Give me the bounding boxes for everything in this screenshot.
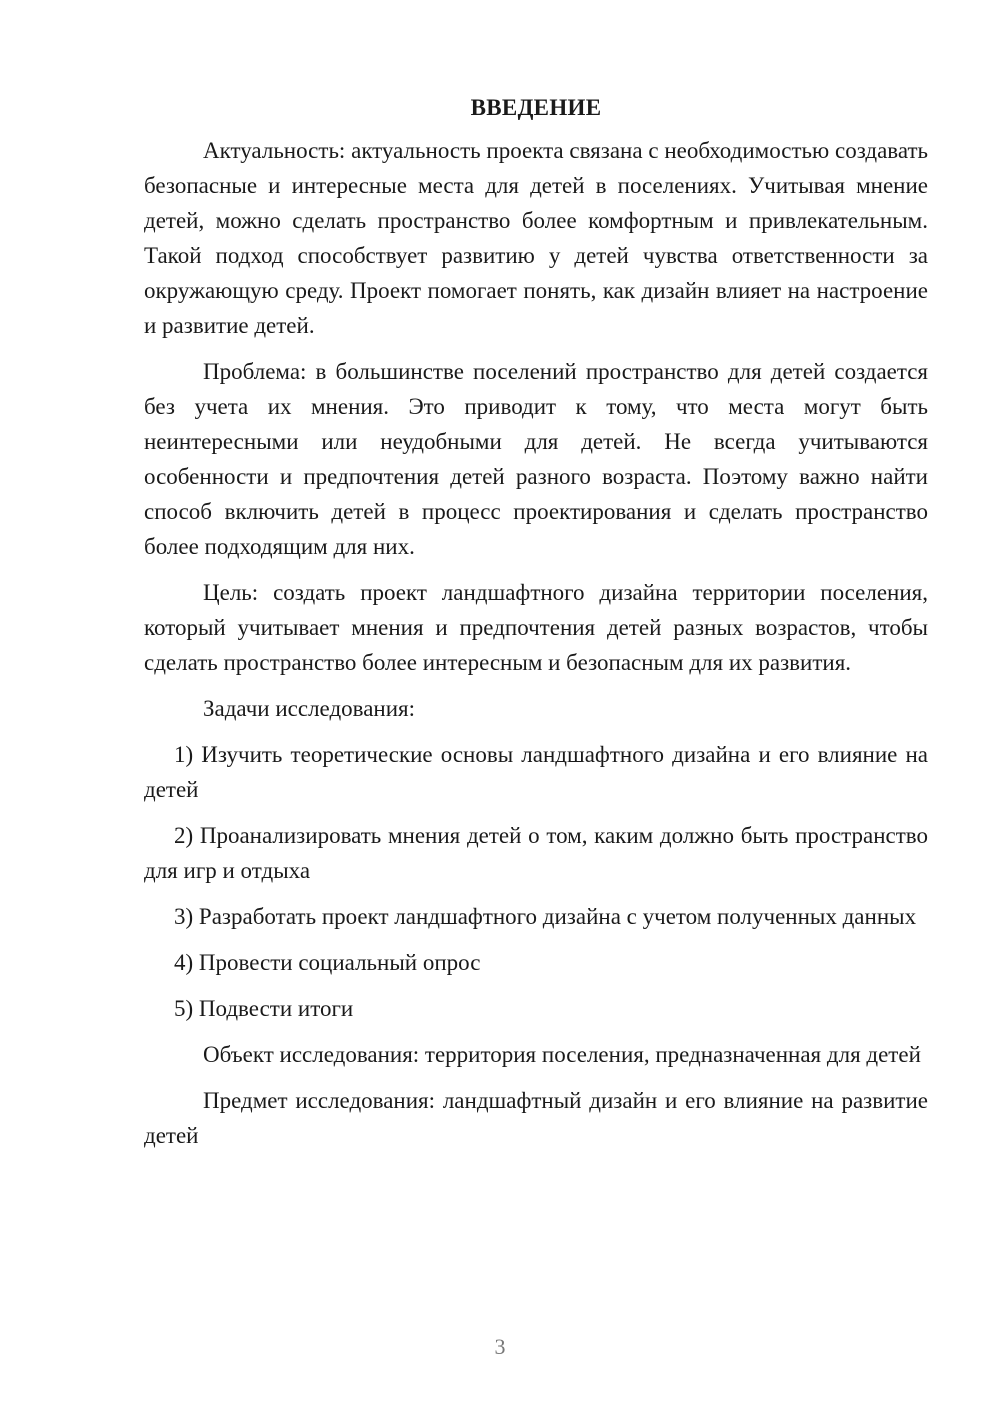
task-item-1: 1) Изучить теоретические основы ландшафтного дизайна и его влияние на детей <box>144 742 928 802</box>
tasks-heading: Задачи исследования: <box>203 696 416 721</box>
page-content <box>144 90 928 1164</box>
problem-paragraph: Проблема: в большинстве поселений пространство для детей создается без учета их мнения. Это приводит к тому, что места могут быть неинтересными или неудобными для детей. Не всегда учитываются особенности и предпочтения детей разного возраста. Поэтому важно найти способ включить детей в процесс проектирования и сделать пространство более подходящим для них. <box>144 359 928 559</box>
task-item-5: 5) Подвести итоги <box>174 996 354 1021</box>
page-number: 3 <box>494 1334 506 1359</box>
goal-paragraph: Цель: создать проект ландшафтного дизайна территории поселения, который учитывает мнения и предпочтения детей разных возрастов, чтобы сделать пространство более интересным и безопасным для их развития. <box>144 580 928 675</box>
section-title: ВВЕДЕНИЕ <box>470 95 602 120</box>
relevance-paragraph: Актуальность: актуальность проекта связана с необходимостью создавать безопасные и интересные места для детей в поселениях. Учитывая мнение детей, можно сделать пространство более комфортным и привлекательным. Такой подход способствует развитию у детей чувства ответственности за окружающую среду. Проект помогает понять, как дизайн влияет на настроение и развитие детей. <box>144 138 928 338</box>
task-item-3: 3) Разработать проект ландшафтного дизайна с учетом полученных данных <box>174 904 917 929</box>
subject-paragraph: Предмет исследования: ландшафтный дизайн и его влияние на развитие детей <box>144 1088 928 1148</box>
object-paragraph: Объект исследования: территория поселения, предназначенная для детей <box>203 1042 921 1067</box>
task-item-2: 2) Проанализировать мнения детей о том, каким должно быть пространство для игр и отдыха <box>144 823 928 883</box>
task-item-4: 4) Провести социальный опрос <box>174 950 481 975</box>
